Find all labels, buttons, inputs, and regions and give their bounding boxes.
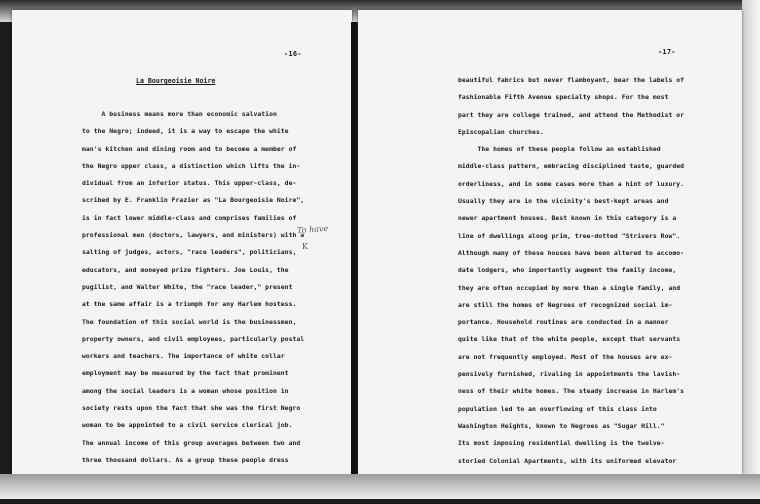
text-line: date lodgers, who importantly augment the family income, (458, 266, 677, 275)
text-line: salting of judges, actors, "race leaders", politicians, (82, 248, 297, 257)
text-line: storied Colonial Apartments, with its uniformed elevator (458, 456, 677, 465)
scan-bottom-band (0, 474, 760, 499)
text-line: fashionable Fifth Avenue specialty shops. For the most (458, 93, 669, 102)
text-line: scribed by E. Franklin Frazier as "La Bourgeoisie Noire", (82, 196, 305, 205)
text-line: beautiful fabrics but never flamboyant, bear the labels of (458, 76, 685, 84)
text-line: line of dwellings along prim, tree-dotted "Strivers Row". (458, 231, 681, 240)
text-line: portance. Household routines are conducted in a manner (458, 318, 669, 327)
text-line: orderliness, and in some cases more than a hint of luxury. (458, 179, 685, 188)
text-line: are not frequently employed. Most of the houses are ex- (458, 352, 673, 361)
text-line: property owners, and civil employees, particularly postal (82, 334, 305, 343)
text-line: quite like that of the white people, except that servants (458, 335, 681, 344)
text-line: among the social leaders is a woman whose position in (82, 386, 289, 395)
scan-right-edge (742, 0, 760, 499)
book-gutter (351, 22, 356, 474)
handwritten-margin-mark: K (302, 242, 308, 251)
page-number: -17- (658, 48, 676, 56)
text-line: A business means more than economic salvation (82, 110, 277, 118)
text-line: pugilist, and Walter White, the "race leader," present (82, 282, 293, 291)
left-page-text (82, 106, 304, 504)
text-line: The annual income of this group averages between two and (82, 438, 301, 447)
text-line: dividual from an inferior status. This upper-class, de- (82, 179, 297, 188)
page-number: -16- (284, 50, 302, 58)
text-line: The foundation of this social world is the businessmen, (82, 317, 297, 326)
text-line: to the Negro; indeed, it is a way to escape the white (82, 127, 289, 136)
text-line: middle-class pattern, embracing disciplined taste, guarded (458, 162, 685, 171)
right-page (358, 10, 742, 474)
text-line: they are often occupied by more than a single family, and (458, 283, 681, 292)
text-line: woman to be appointed to a civil service clerical job. (82, 421, 293, 430)
text-line: professional men (doctors, lawyers, and ministers) with a (82, 231, 305, 240)
text-line: Episcopalian churches. (458, 127, 544, 136)
section-heading: La Bourgeoisie Noire (136, 77, 216, 85)
text-line: pensively furnished, rivaling in appointments the lavish- (458, 370, 681, 379)
text-line: Its most imposing residential dwelling is the twelve- (458, 439, 665, 448)
text-line: ness of their white homes. The steady increase in Harlem's (458, 387, 685, 396)
text-line: newer apartment houses. Best known in this category is a (458, 214, 677, 223)
text-line: part they are college trained, and attend the Methodist or (458, 110, 685, 119)
text-line: are still the homes of Negroes of recognized social im- (458, 300, 673, 309)
text-line: educators, and moneyed prize fighters. Joe Louis, the (82, 265, 289, 274)
left-page (12, 10, 352, 474)
text-line: population led to an overflowing of this class into (458, 404, 657, 413)
right-page-text (458, 72, 684, 487)
text-line: society rests upon the fact that she was the first Negro (82, 404, 301, 413)
text-line: Washington Heights, known to Negroes as "Sugar Hill." (458, 421, 665, 430)
handwritten-margin-note: To have (296, 223, 329, 236)
text-line: workers and teachers. The importance of white collar (82, 352, 285, 361)
text-line: three thousand dollars. As a group these people dress (82, 455, 289, 464)
text-line: Although many of these houses have been altered to accomo- (458, 248, 685, 257)
text-line: man's kitchen and dining room and to become a member of (82, 144, 297, 153)
text-line: The homes of these people follow an established (458, 145, 661, 154)
text-line: employment may be measured by the fact that prominent (82, 369, 289, 378)
text-line: is in fact lower middle-class and comprises families of (82, 213, 297, 222)
text-line: Usually they are in the vicinity's best-kept areas and (458, 197, 669, 206)
text-line: the Negro upper class, a distinction which lifts the in- (82, 161, 301, 170)
text-line: at the same affair is a triumph for any Harlem hostess. (82, 300, 297, 309)
